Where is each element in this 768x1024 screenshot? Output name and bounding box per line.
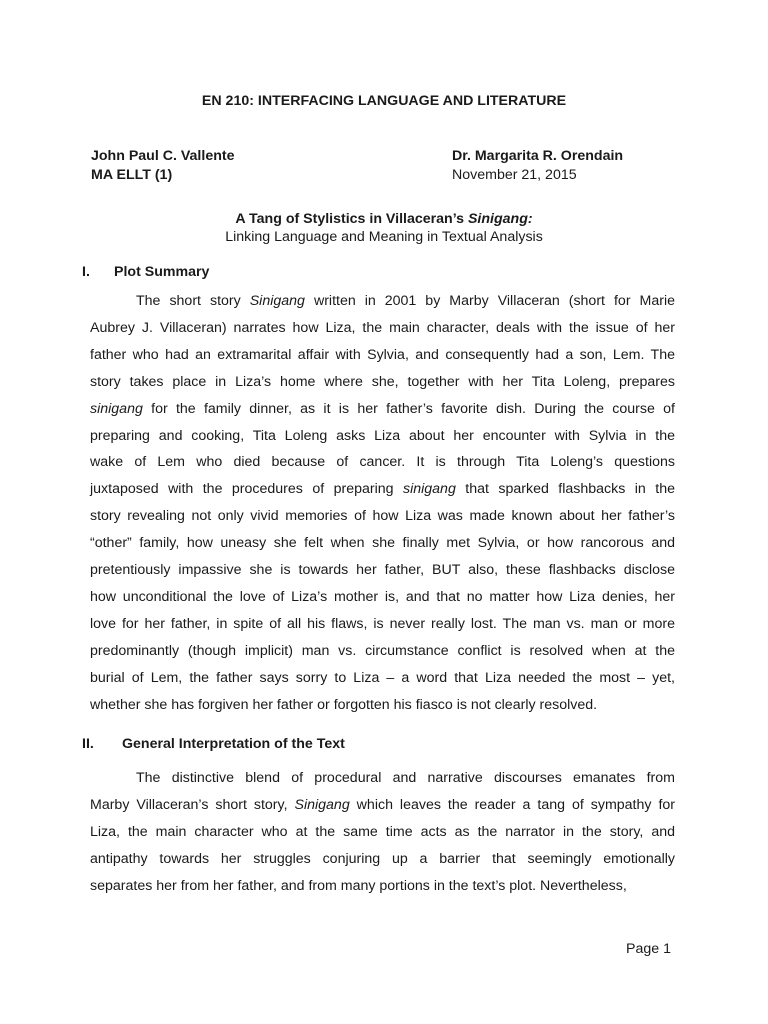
italic-term: Sinigang <box>294 796 350 813</box>
course-title: EN 210: INTERFACING LANGUAGE AND LITERATURE <box>201 93 567 109</box>
text-line: predominantly (though implicit) man vs. circumstance conflict is resolved when at the <box>90 642 675 659</box>
text-line: wake of Lem who died because of cancer. It is through Tita Loleng’s questions <box>90 454 675 471</box>
page-number: Page 1 <box>626 941 671 957</box>
text-line: how unconditional the love of Liza’s mother is, and that no matter how Liza denies, her <box>90 588 675 605</box>
section-body-1 <box>90 288 675 719</box>
submission-date: November 21, 2015 <box>452 167 577 183</box>
text-line: story revealing not only vivid memories of how Liza was made known about her father’s <box>90 508 675 525</box>
italic-term: Sinigang <box>249 293 305 309</box>
section-number: I. <box>82 264 90 280</box>
text-line: sinigang for the family dinner, as it is her father’s favorite dish. During the course of <box>90 400 675 417</box>
text-line: juxtaposed with the procedures of preparing sinigang that sparked flashbacks in the <box>90 481 675 498</box>
paper-title-main <box>0 210 768 228</box>
text-line: story takes place in Liza’s home where she, together with her Tita Loleng, prepares <box>90 373 675 390</box>
section-title: General Interpretation of the Text <box>122 736 345 752</box>
paper-title-prefix: A Tang of Stylistics in Villaceran’s <box>235 211 468 227</box>
text-line: preparing and cooking, Tita Loleng asks Liza about her encounter with Sylvia in the <box>90 427 675 444</box>
text-line: pretentiously impassive she is towards her father, BUT also, these flashbacks disclose <box>90 562 675 579</box>
section-title: Plot Summary <box>114 264 210 280</box>
text-line: love for her father, in spite of all his flaws, is never really lost. The man vs. man or more <box>90 615 675 632</box>
section-body-2 <box>90 765 675 900</box>
text-line: father who had an extramarital affair with Sylvia, and consequently had a son, Lem. The <box>90 346 675 363</box>
text-line: Marby Villaceran’s short story, Sinigang which leaves the reader a tang of sympathy for <box>90 796 675 813</box>
author-block <box>91 147 235 185</box>
paper-subtitle: Linking Language and Meaning in Textual Analysis <box>225 229 543 245</box>
paper-title-italic: Sinigang: <box>467 211 533 227</box>
section-number: II. <box>82 736 94 752</box>
professor-block <box>452 147 623 185</box>
section-heading-1 <box>82 264 209 280</box>
text-line: Aubrey J. Villaceran) narrates how Liza, the main character, deals with the issue of her <box>90 319 675 336</box>
professor-name: Dr. Margarita R. Orendain <box>452 148 624 164</box>
section-heading-2 <box>82 736 345 752</box>
italic-term: sinigang <box>402 481 456 498</box>
paper-title <box>0 210 768 246</box>
text-line: The short story Sinigang written in 2001 by Marby Villaceran (short for Marie <box>136 293 676 309</box>
text-line: separates her from her father, and from many portions in the text’s plot. Nevertheless, <box>90 877 627 894</box>
text-line: antipathy towards her struggles conjuring up a barrier that seemingly emotionally <box>90 850 675 867</box>
author-program: MA ELLT (1) <box>91 167 173 183</box>
text-line: “other” family, how uneasy she felt when she finally met Sylvia, or how rancorous and <box>90 535 675 552</box>
text-line: Liza, the main character who at the same time acts as the narrator in the story, and <box>90 823 675 840</box>
italic-term: sinigang <box>90 400 143 417</box>
text-line: The distinctive blend of procedural and narrative discourses emanates from <box>136 770 675 786</box>
author-name: John Paul C. Vallente <box>91 148 235 164</box>
text-line: whether she has forgiven her father or forgotten his fiasco is not clearly resolved. <box>90 696 598 713</box>
text-line: burial of Lem, the father says sorry to Liza – a word that Liza needed the most – yet, <box>90 669 675 686</box>
